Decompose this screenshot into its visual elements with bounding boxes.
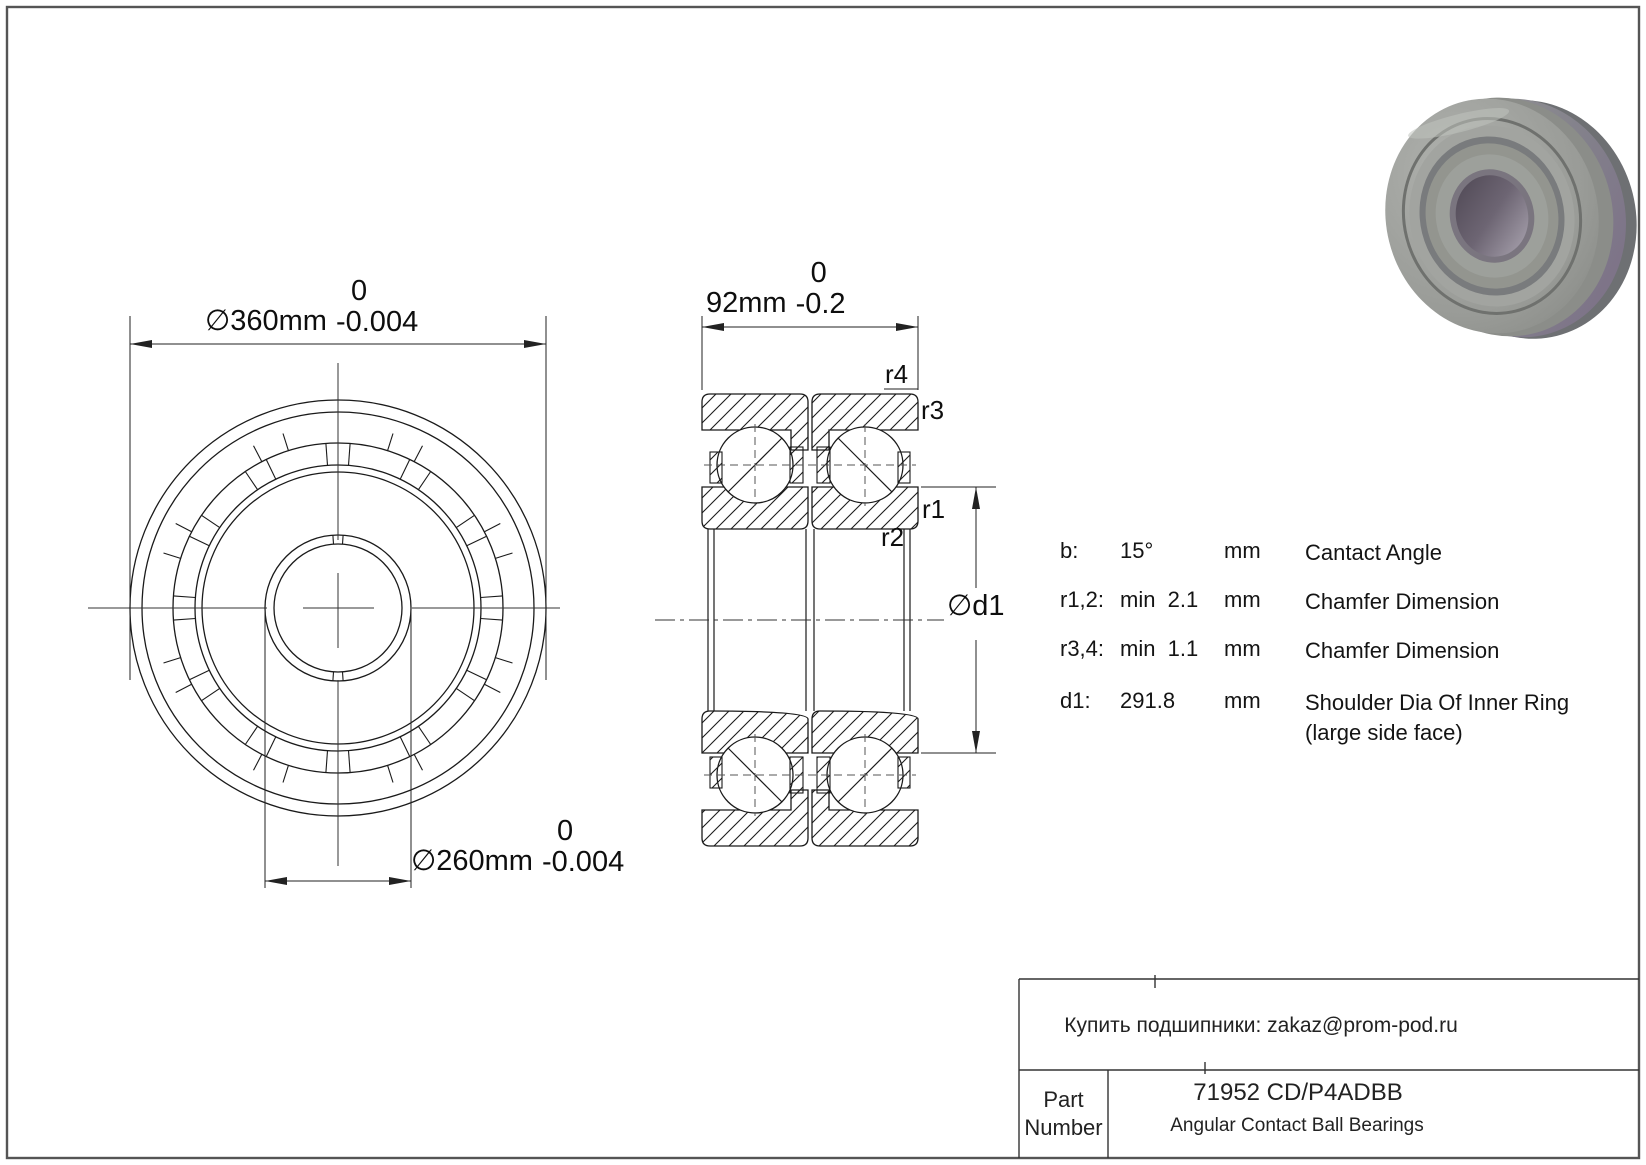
dim-260-arrow-right bbox=[389, 877, 411, 885]
dim-92-value: 92mm bbox=[706, 287, 787, 319]
spec-value: 15° bbox=[1120, 538, 1154, 563]
spec-unit: mm bbox=[1224, 587, 1261, 612]
spec-label: d1: bbox=[1060, 688, 1091, 713]
front-view-centerlines bbox=[88, 363, 560, 866]
contact-email-line: Купить подшипники: zakaz@prom-pod.ru bbox=[1064, 1014, 1458, 1037]
dim-92-arrow-right bbox=[896, 323, 918, 331]
spec-desc: Chamfer Dimension bbox=[1305, 638, 1500, 663]
label-r2: r2 bbox=[881, 522, 905, 552]
spec-label: b: bbox=[1060, 538, 1079, 563]
dim-92-tolerance: 0 -0.2 bbox=[795, 257, 846, 320]
dim-260-value: ∅260mm bbox=[411, 845, 533, 877]
label-r4: r4 bbox=[885, 359, 909, 389]
dim-360-tolerance: 0 -0.004 bbox=[335, 275, 419, 338]
dim-260-text bbox=[411, 816, 624, 878]
part-label-line1: Part bbox=[1043, 1086, 1084, 1112]
spec-row-shoulder-dia bbox=[1060, 688, 1635, 752]
dim-d1-arrow-top bbox=[972, 487, 980, 509]
spec-desc: Cantact Angle bbox=[1305, 540, 1442, 565]
dim-360-text bbox=[205, 276, 418, 338]
label-d1-diameter: ∅d1 bbox=[944, 588, 1008, 623]
part-number-value: 71952 CD/P4ADBB bbox=[1193, 1079, 1403, 1106]
spec-label: r1,2: bbox=[1060, 587, 1105, 612]
dim-360-arrow-right bbox=[524, 340, 546, 348]
part-number-label-cell bbox=[1019, 1070, 1108, 1157]
section-view bbox=[655, 394, 945, 846]
spec-unit: mm bbox=[1224, 688, 1261, 713]
label-r1: r1 bbox=[922, 494, 946, 524]
bearing-3d-render bbox=[1361, 67, 1646, 370]
spec-desc: Shoulder Dia Of Inner Ring (large side face) bbox=[1305, 690, 1570, 745]
dim-360-arrow-left bbox=[130, 340, 152, 348]
bearing-category: Angular Contact Ball Bearings bbox=[1170, 1115, 1424, 1136]
spec-unit: mm bbox=[1224, 538, 1261, 563]
spec-value: 291.8 bbox=[1120, 688, 1176, 713]
spec-value: min 1.1 bbox=[1120, 636, 1199, 661]
spec-unit: mm bbox=[1224, 636, 1261, 661]
label-r3: r3 bbox=[921, 395, 945, 425]
dim-92-text bbox=[706, 258, 846, 320]
dim-260-tolerance: 0 -0.004 bbox=[541, 815, 625, 878]
part-label-line2: Number bbox=[1024, 1114, 1103, 1140]
spec-label: r3,4: bbox=[1060, 636, 1105, 661]
dim-260-arrow-left bbox=[265, 877, 287, 885]
spec-value: min 2.1 bbox=[1120, 587, 1199, 612]
spec-desc: Chamfer Dimension bbox=[1305, 589, 1500, 614]
dim-92-arrow-left bbox=[702, 323, 724, 331]
dim-d1-arrow-bottom bbox=[972, 731, 980, 753]
dim-360-value: ∅360mm bbox=[205, 305, 327, 337]
